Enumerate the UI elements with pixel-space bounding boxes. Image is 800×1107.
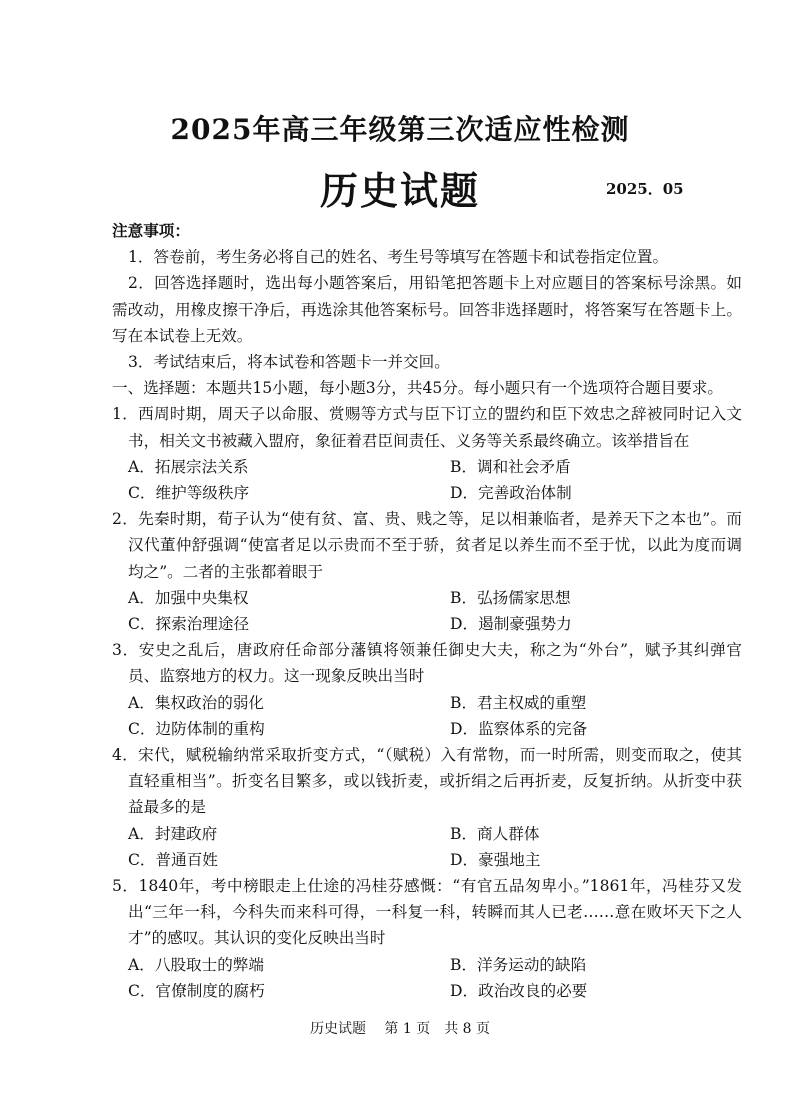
question xyxy=(112,742,742,873)
option-b: B．洋务运动的缺陷 xyxy=(450,955,587,974)
option-a: A．拓展宗法关系 xyxy=(128,457,249,476)
option-d: D．豪强地主 xyxy=(450,850,541,869)
option-d: D．完善政治体制 xyxy=(450,484,572,503)
question-stem: 1．西周时期，周天子以命服、赏赐等方式与臣下订立的盟约和臣下效忠之辞被同时记入文书，相关文书被藏入盟府，象征着君臣间责任、义务等关系最终确立。该举措旨在 xyxy=(112,405,742,450)
notice-item: 3．考试结束后，将本试卷和答题卡一并交回。 xyxy=(128,353,450,372)
question xyxy=(112,401,742,506)
option-c: C．维护等级秩序 xyxy=(128,484,250,503)
option-a: A．封建政府 xyxy=(128,824,218,843)
question-stem: 5．1840年，考中榜眼走上仕途的冯桂芬感慨：“有官五品匆卑小。”1861年，冯桂芬又发出“三年一科，今科失而来科可得，一科复一科，转瞬而其人已老……意在败坏天下之人才”的感叹。其认识的变化反映出当时 xyxy=(112,877,742,948)
option-list xyxy=(112,690,742,742)
option-c: C．边防体制的重构 xyxy=(128,719,265,738)
option-d: D．监察体系的完备 xyxy=(450,719,588,738)
option-b: B．弘扬儒家思想 xyxy=(450,588,571,607)
option-d: D．政治改良的必要 xyxy=(450,981,588,1000)
option-list xyxy=(112,821,742,873)
notice-heading: 注意事项： xyxy=(112,221,190,240)
option-a: A．八股取士的弊端 xyxy=(128,955,265,974)
subject-title: 历史试题 xyxy=(319,168,480,213)
page-footer: 历史试题 第 1 页 共 8 页 xyxy=(309,1021,491,1037)
question-stem: 3．安史之乱后，唐政府任命部分藩镇将领兼任御史大夫，称之为“外台”，赋予其纠弹官员、监察地方的权力。这一现象反映出当时 xyxy=(112,641,742,686)
question-stem: 2．先秦时期，荀子认为“使有贫、富、贵、贱之等，足以相兼临者，是养天下之本也”。而汉代董仲舒强调“使富者足以示贵而不至于骄，贫者足以养生而不至于忧，以此为度而调均之”。二者的主张都着眼于 xyxy=(112,510,742,581)
section-heading: 一、选择题：本题共15小题，每小题3分，共45分。每小题只有一个选项符合题目要求。 xyxy=(112,379,723,398)
option-b: B．君主权威的重塑 xyxy=(450,693,587,712)
option-a: A．加强中央集权 xyxy=(128,588,249,607)
notice-item: 2．回答选择题时，选出每小题答案后，用铅笔把答题卡上对应题目的答案标号涂黑。如需改动，用橡皮擦干净后，再选涂其他答案标号。回答非选择题时，将答案写在答题卡上。写在本试卷上无效。 xyxy=(112,274,742,345)
exam-title: 2025年高三年级第三次适应性检测 xyxy=(170,113,630,146)
notice-item: 1．答卷前，考生务必将自己的姓名、考生号等填写在答题卡和试卷指定位置。 xyxy=(128,248,669,267)
exam-body xyxy=(112,218,742,1004)
option-b: B．商人群体 xyxy=(450,824,540,843)
option-c: C．探索治理途径 xyxy=(128,615,250,634)
option-list xyxy=(112,585,742,637)
question xyxy=(112,506,742,637)
question xyxy=(112,873,742,1004)
question-stem: 4．宋代，赋税输纳常采取折变方式，“（赋税）入有常物，而一时所需，则变而取之，使其直轻重相当”。折变名目繁多，或以钱折麦，或折绢之后再折麦，反复折纳。从折变中获益最多的是 xyxy=(112,746,743,817)
question xyxy=(112,637,742,742)
exam-date: 2025．05 xyxy=(606,180,684,198)
option-c: C．普通百姓 xyxy=(128,850,218,869)
option-d: D．遏制豪强势力 xyxy=(450,615,572,634)
option-list xyxy=(112,952,742,1004)
option-a: A．集权政治的弱化 xyxy=(128,693,265,712)
option-b: B．调和社会矛盾 xyxy=(450,457,571,476)
option-list xyxy=(112,454,742,506)
option-c: C．官僚制度的腐朽 xyxy=(128,981,265,1000)
